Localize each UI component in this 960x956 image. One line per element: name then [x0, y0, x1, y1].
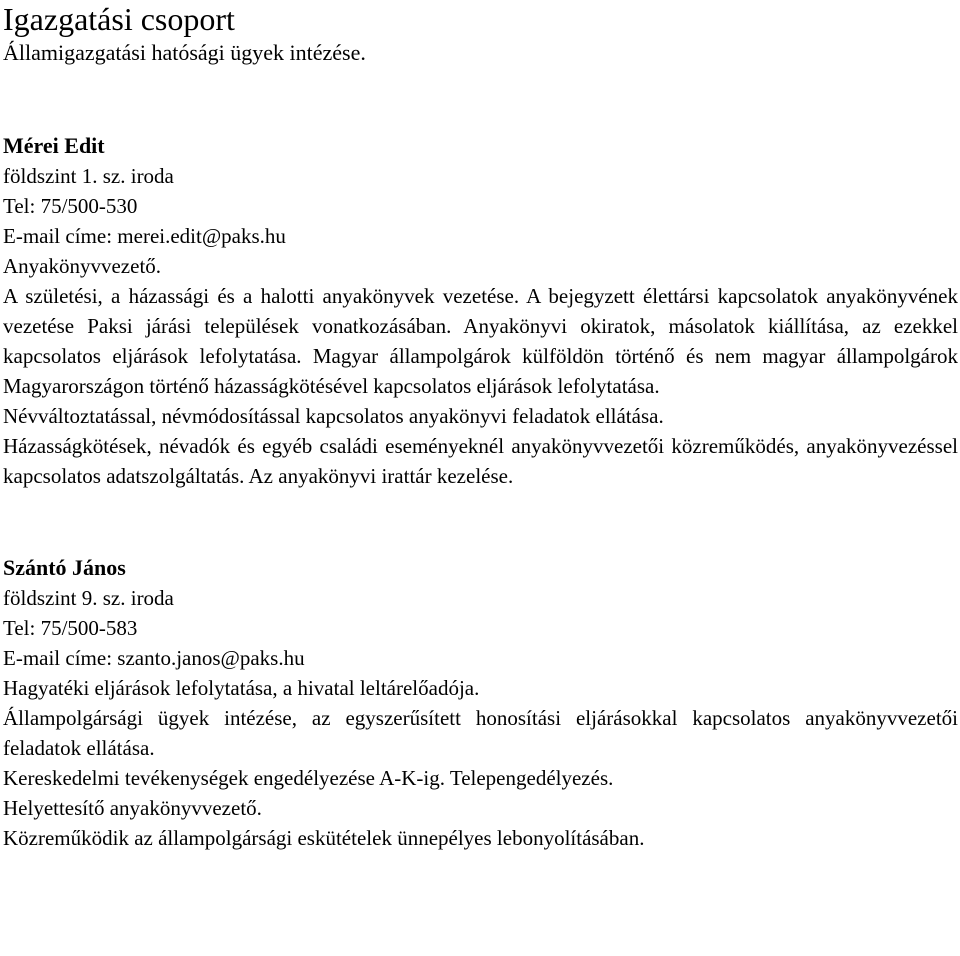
duty-paragraph: Állampolgársági ügyek intézése, az egyszerűsített honosítási eljárásokkal kapcsolatos anyakönyvvezetői feladatok ellátása. — [3, 706, 958, 760]
duty-paragraph: Anyakönyvvezető. — [3, 254, 162, 278]
person-email: E-mail címe: merei.edit@paks.hu — [3, 224, 286, 248]
group-subtitle: Államigazgatási hatósági ügyek intézése. — [3, 40, 366, 65]
person-phone: Tel: 75/500-530 — [3, 194, 138, 218]
duty-paragraph: Névváltoztatással, névmódosítással kapcsolatos anyakönyvi feladatok ellátása. — [3, 404, 664, 428]
person-name: Szántó János — [3, 555, 126, 580]
duty-paragraph: Hagyatéki eljárások lefolytatása, a hivatal leltárelőadója. — [3, 676, 480, 700]
duty-paragraph: Közreműködik az állampolgársági eskütételek ünnepélyes lebonyolításában. — [3, 826, 645, 850]
person-phone: Tel: 75/500-583 — [3, 616, 138, 640]
person-card-merei-edit — [3, 131, 958, 491]
group-title: Igazgatási csoport — [3, 1, 235, 37]
duty-paragraph: Házasságkötések, névadók és egyéb családi eseményeknél anyakönyvvezetői közreműködés, anyakönyvezéssel kapcsolatos adatszolgáltatás. Az anyakönyvi irattár kezelése. — [3, 434, 958, 488]
person-name: Mérei Edit — [3, 133, 105, 158]
duty-paragraph: Kereskedelmi tevékenységek engedélyezése A-K-ig. Telepengedélyezés. — [3, 766, 614, 790]
duty-paragraph: Helyettesítő anyakönyvvezető. — [3, 796, 262, 820]
person-email: E-mail címe: szanto.janos@paks.hu — [3, 646, 305, 670]
person-office: földszint 9. sz. iroda — [3, 586, 174, 610]
person-card-szanto-janos — [3, 553, 958, 853]
duty-paragraph: A születési, a házassági és a halotti anyakönyvek vezetése. A bejegyzett élettársi kapcsolatok anyakönyvének vezetése Paksi járási települések vonatkozásában. Anyakönyvi okiratok, másolatok kiállítása, az ezekkel kapcsolatos eljárások lefolytatása. Magyar állampolgárok külföldön történő és nem magyar állampolgárok Magyarországon történő házasságkötésével kapcsolatos eljárások lefolytatása. — [3, 284, 958, 398]
document-page — [3, 0, 958, 853]
person-office: földszint 1. sz. iroda — [3, 164, 174, 188]
